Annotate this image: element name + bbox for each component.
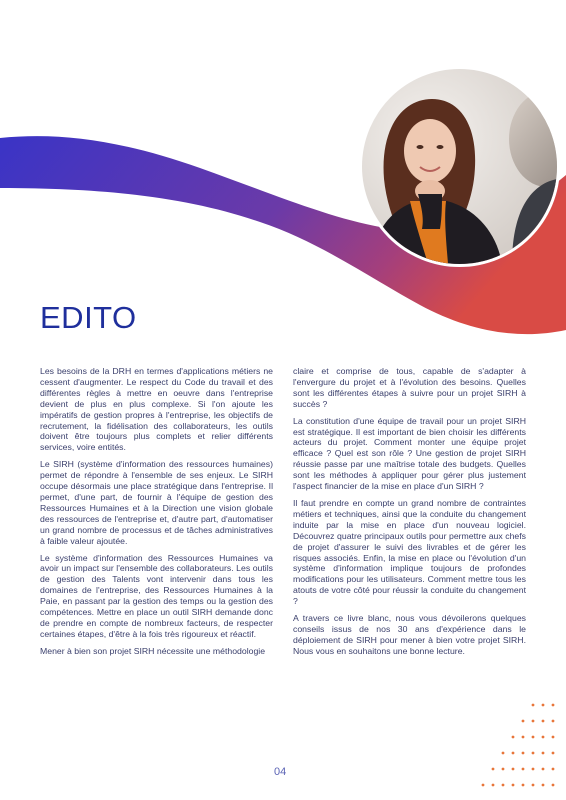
decorative-dot	[542, 704, 545, 707]
paragraph: Il faut prendre en compte un grand nombre de contraintes métiers et techniques, ainsi que la conduite du changement induite par la mise en place d'un nouveau logiciel. Découvrez quatre principaux outils pour permettre aux chefs de projet d'assurer le suivi des livrables et de gérer les risques associés. Enfin, la mise en place ou l'évolution d'un système d'information implique toujours de profondes modifications pour les utilisateurs. Comment mettre tous les atouts de votre côté pour réussir la conduite du changement ?	[293, 497, 526, 607]
paragraph: Le système d'information des Ressources Humaines va avoir un impact sur l'ensemble des collaborateurs. Les outils de gestion des Talents vont intervenir dans tous les domaines de l'entreprise, des Ressources Humaines à la Paie, en passant par la gestion des temps ou la gestion des compétences. Mettre en place un outil SIRH demande donc de prendre en compte de nombreux facteurs, de respecter certaines étapes, d'être à la fois très rigoureux et réactif.	[40, 552, 273, 639]
decorative-dot	[522, 784, 525, 787]
decorative-dot	[522, 720, 525, 723]
decorative-dot	[532, 784, 535, 787]
decorative-dot	[542, 752, 545, 755]
decorative-dot	[552, 736, 555, 739]
paragraph: claire et comprise de tous, capable de s'adapter à l'envergure du projet et à l'évolution des besoins. Quelles sont les différentes étapes à suivre pour un projet SIRH à succès ?	[293, 366, 526, 409]
decorative-dot	[502, 752, 505, 755]
decorative-dot	[552, 752, 555, 755]
decorative-dot	[502, 784, 505, 787]
decorative-dot	[522, 768, 525, 771]
paragraph: Le SIRH (système d'information des ressources humaines) permet de répondre à l'ensemble de ses enjeux. Le SIRH occupe désormais une place stratégique dans l'entreprise. Il permet, d'une part, de fournir à l'équipe de gestion des Ressources Humaines et à la Direction une vision globale des ressources de l'entreprise et, d'autre part, d'automatiser un grand nombre de processus et de tâches administratives à faible valeur ajoutée.	[40, 459, 273, 546]
decorative-dot	[552, 704, 555, 707]
text-column-right	[293, 366, 526, 663]
paragraph: La constitution d'une équipe de travail pour un projet SIRH est stratégique. Il est important de bien choisir les différents acteurs du projet. Comment monter une équipe projet efficace ? Quel est son rôle ? Une gestion de projet SIRH réussie passe par une maîtrise totale des budgets. Quelles sont les méthodes à appliquer pour gérer plus justement l'aspect financier de la mise en place d'un SIRH ?	[293, 415, 526, 492]
decorative-dot	[522, 752, 525, 755]
decorative-dot	[512, 768, 515, 771]
decorative-dot	[552, 768, 555, 771]
text-column-left	[40, 366, 273, 663]
decorative-dot	[512, 784, 515, 787]
decorative-dot	[542, 720, 545, 723]
page-title: EDITO	[40, 300, 137, 335]
decorative-dot	[552, 784, 555, 787]
decorative-dot	[542, 736, 545, 739]
decorative-dot	[512, 736, 515, 739]
decorative-dot	[532, 768, 535, 771]
decorative-dot	[492, 768, 495, 771]
decorative-dot	[482, 784, 485, 787]
decorative-dot	[542, 768, 545, 771]
decorative-dot	[542, 784, 545, 787]
decorative-dot	[512, 752, 515, 755]
decorative-dot	[532, 720, 535, 723]
paragraph: Les besoins de la DRH en termes d'applications métiers ne cessent d'augmenter. Le respect du Code du travail et des différentes règles à mettre en oeuvre dans l'entreprise devient de plus en plus complexe. Si l'on ajoute les impératifs de gestion propres à l'entreprise, les objectifs de recrutement, la fidélisation des collaborateurs, les outils doivent être toujours plus complets et relier différents services, voire entités.	[40, 366, 273, 453]
decorative-dot	[552, 720, 555, 723]
decorative-dot	[532, 736, 535, 739]
decorative-dot	[492, 784, 495, 787]
decorative-dot	[522, 736, 525, 739]
paragraph: Mener à bien son projet SIRH nécessite une méthodologie	[40, 645, 266, 656]
decorative-dot	[502, 768, 505, 771]
page-number: 04	[274, 766, 287, 778]
decorative-dot	[532, 752, 535, 755]
decorative-dot-pattern	[448, 700, 558, 795]
decorative-dot	[532, 704, 535, 707]
paragraph: A travers ce livre blanc, nous vous dévoilerons quelques conseils issus de nos 30 ans d'expérience dans le déploiement de SIRH pour mener à bien votre projet SIRH. Nous vous en souhaitons une bonne lecture.	[293, 613, 526, 656]
header-photo	[362, 69, 557, 264]
